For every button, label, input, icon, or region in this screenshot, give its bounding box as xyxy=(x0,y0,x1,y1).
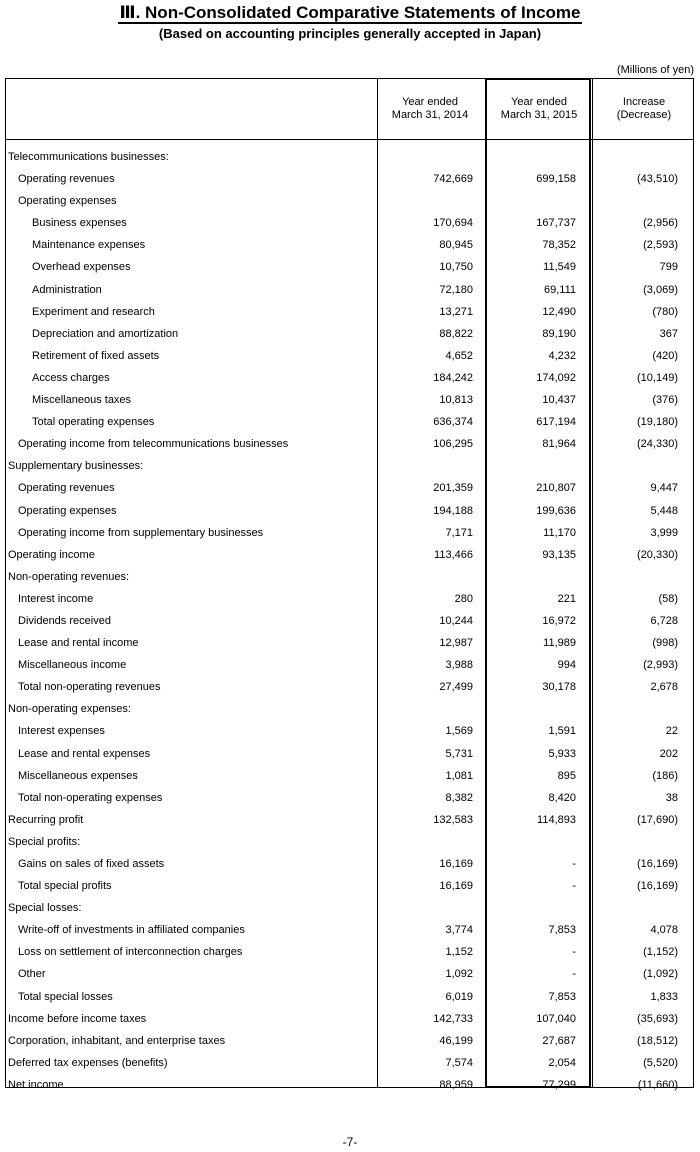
row-label: Total non-operating expenses xyxy=(18,791,163,804)
value-change: (18,512) xyxy=(637,1034,678,1047)
table-row xyxy=(6,146,693,168)
value-fy2014: 16,169 xyxy=(439,858,473,870)
value-fy2015: 2,054 xyxy=(548,1056,576,1069)
value-fy2014: 88,822 xyxy=(439,327,473,340)
row-label: Total special losses xyxy=(18,990,113,1003)
value-fy2015: 699,158 xyxy=(536,173,576,186)
header-fy2014 xyxy=(378,79,482,139)
value-change: (1,152) xyxy=(643,946,678,959)
value-fy2014: 280 xyxy=(454,592,473,605)
row-label: Non-operating revenues: xyxy=(8,570,130,583)
value-fy2014: 4,652 xyxy=(445,349,473,362)
row-label: Deferred tax expenses (benefits) xyxy=(8,1056,168,1069)
row-label: Operating income xyxy=(8,548,95,561)
value-fy2015: 7,853 xyxy=(548,990,576,1003)
value-fy2014: 16,169 xyxy=(439,880,473,893)
header-change-line1: Increase xyxy=(622,96,666,108)
value-fy2014: 142,733 xyxy=(433,1012,473,1025)
value-fy2015: - xyxy=(572,946,576,959)
value-fy2015: 1,591 xyxy=(548,725,576,738)
page-subtitle: (Based on accounting principles generally accepted in Japan) xyxy=(158,26,542,41)
value-change: 4,078 xyxy=(650,924,678,937)
value-change: 3,999 xyxy=(650,526,678,539)
value-fy2014: 13,271 xyxy=(439,305,473,318)
header-fy2014-line1: Year ended xyxy=(402,96,458,108)
table-row xyxy=(6,1030,693,1052)
row-label: Operating expenses xyxy=(18,504,117,517)
row-label: Retirement of fixed assets xyxy=(32,349,160,362)
value-fy2014: 7,171 xyxy=(445,526,473,539)
value-change: 367 xyxy=(659,327,678,340)
page-number: -7- xyxy=(342,1135,358,1149)
value-fy2014: 1,092 xyxy=(445,968,473,981)
row-label: Recurring profit xyxy=(8,813,84,826)
value-change: 6,728 xyxy=(650,614,678,627)
value-fy2015: 11,170 xyxy=(543,526,576,539)
value-change: (420) xyxy=(652,349,678,362)
value-change: (16,169) xyxy=(637,880,678,893)
value-change: (3,069) xyxy=(643,283,678,296)
value-fy2014: 10,244 xyxy=(439,614,473,627)
table-row xyxy=(6,1074,693,1096)
table-row xyxy=(6,301,693,323)
income-statement-table xyxy=(5,78,694,1091)
row-label: Corporation, inhabitant, and enterprise taxes xyxy=(8,1034,226,1047)
value-fy2015: - xyxy=(572,968,576,981)
units-label: (Millions of yen) xyxy=(616,64,694,76)
value-change: (998) xyxy=(652,637,678,650)
value-fy2015: 8,420 xyxy=(548,791,576,804)
row-label: Write-off of investments in affiliated companies xyxy=(18,924,245,937)
table-row xyxy=(6,500,693,522)
row-label: Telecommunications businesses: xyxy=(8,151,169,163)
row-label: Access charges xyxy=(32,371,110,384)
table-row xyxy=(6,544,693,566)
value-fy2014: 8,382 xyxy=(445,791,473,804)
value-fy2014: 10,813 xyxy=(439,394,473,407)
value-fy2014: 194,188 xyxy=(433,504,473,517)
value-fy2015: 7,853 xyxy=(548,924,576,937)
table-header xyxy=(6,79,693,140)
value-fy2015: 994 xyxy=(557,659,576,672)
row-label: Interest income xyxy=(18,592,94,605)
value-change: (43,510) xyxy=(637,173,678,186)
row-label: Net income xyxy=(8,1078,64,1091)
value-fy2014: 132,583 xyxy=(433,813,473,826)
table-row xyxy=(6,853,693,875)
value-change: 38 xyxy=(665,791,678,804)
table-row xyxy=(6,323,693,345)
header-fy2015 xyxy=(486,79,592,139)
value-fy2014: 184,242 xyxy=(433,371,473,384)
row-label: Lease and rental income xyxy=(18,637,139,650)
value-change: (2,956) xyxy=(643,217,678,230)
value-change: (5,520) xyxy=(643,1056,678,1069)
value-change: (2,593) xyxy=(643,239,678,252)
value-fy2015: 221 xyxy=(557,592,576,605)
value-fy2015: 81,964 xyxy=(542,438,576,451)
value-fy2014: 1,152 xyxy=(445,946,473,959)
table-row xyxy=(6,787,693,809)
value-fy2015: 77,299 xyxy=(542,1078,576,1091)
value-fy2014: 113,466 xyxy=(434,548,473,561)
value-fy2014: 10,750 xyxy=(439,261,473,274)
row-label: Business expenses xyxy=(32,217,127,230)
value-fy2015: 114,893 xyxy=(537,813,576,826)
table-row xyxy=(6,588,693,610)
table-row xyxy=(6,477,693,499)
value-fy2015: 107,040 xyxy=(536,1012,576,1025)
row-label: Dividends received xyxy=(18,614,111,627)
value-fy2015: 174,092 xyxy=(536,371,576,384)
row-label: Lease and rental expenses xyxy=(18,747,151,760)
row-label: Depreciation and amortization xyxy=(32,327,179,340)
value-change: (1,092) xyxy=(643,968,678,981)
value-fy2015: 11,989 xyxy=(543,637,576,650)
value-fy2014: 201,359 xyxy=(433,482,473,495)
row-label: Operating revenues xyxy=(18,173,115,186)
row-label: Overhead expenses xyxy=(32,261,131,274)
table-row xyxy=(6,1008,693,1030)
page-title-text: Ⅲ. Non-Consolidated Comparative Statements of Income xyxy=(119,3,581,22)
value-change: 22 xyxy=(665,725,678,738)
row-label: Other xyxy=(18,968,46,981)
value-change: (780) xyxy=(652,305,678,318)
table-row xyxy=(6,676,693,698)
table-row xyxy=(6,168,693,190)
value-change: (376) xyxy=(652,394,678,407)
table-row xyxy=(6,1052,693,1074)
value-fy2014: 5,731 xyxy=(445,747,473,760)
page-title xyxy=(0,3,700,23)
table-row xyxy=(6,389,693,411)
value-fy2014: 27,499 xyxy=(439,681,473,694)
value-fy2014: 3,774 xyxy=(445,924,473,937)
table-row xyxy=(6,632,693,654)
row-label: Loss on settlement of interconnection charges xyxy=(18,946,243,959)
row-label: Maintenance expenses xyxy=(32,239,146,252)
row-label: Total non-operating revenues xyxy=(18,681,161,694)
value-fy2015: 5,933 xyxy=(548,747,576,760)
value-fy2014: 6,019 xyxy=(445,990,473,1003)
value-fy2015: 210,807 xyxy=(536,482,576,495)
value-fy2015: - xyxy=(572,858,576,870)
value-fy2015: 89,190 xyxy=(542,327,576,340)
table-row xyxy=(6,234,693,256)
value-fy2015: 11,549 xyxy=(543,261,576,274)
value-change: (186) xyxy=(652,769,678,782)
table-row xyxy=(6,522,693,544)
table-row xyxy=(6,765,693,787)
table-row xyxy=(6,256,693,278)
header-fy2014-line2: March 31, 2014 xyxy=(391,109,469,121)
value-change: 5,448 xyxy=(650,504,678,517)
table-row xyxy=(6,743,693,765)
value-fy2015: 27,687 xyxy=(542,1034,576,1047)
value-fy2014: 72,180 xyxy=(439,283,473,296)
table-row xyxy=(6,986,693,1008)
value-change: (58) xyxy=(658,592,678,605)
value-fy2015: 12,490 xyxy=(542,305,576,318)
value-fy2014: 742,669 xyxy=(433,173,473,186)
row-label: Interest expenses xyxy=(18,725,105,738)
table-row xyxy=(6,279,693,301)
value-change: 2,678 xyxy=(650,681,678,694)
value-fy2015: - xyxy=(572,880,576,893)
value-change: (24,330) xyxy=(637,438,678,451)
table-row xyxy=(6,411,693,433)
table-row xyxy=(6,345,693,367)
value-change: 1,833 xyxy=(650,990,678,1003)
header-fy2015-line2: March 31, 2015 xyxy=(500,109,578,121)
row-label: Income before income taxes xyxy=(8,1012,147,1025)
value-fy2014: 88,959 xyxy=(439,1078,473,1091)
value-change: 9,447 xyxy=(650,482,678,495)
value-fy2014: 1,569 xyxy=(445,725,473,738)
value-fy2015: 617,194 xyxy=(536,416,576,429)
value-fy2014: 3,988 xyxy=(445,659,473,672)
value-fy2014: 46,199 xyxy=(439,1034,473,1047)
row-label: Operating income from telecommunications businesses xyxy=(18,438,289,451)
table-row xyxy=(6,963,693,985)
value-change: (2,993) xyxy=(643,659,678,672)
value-fy2014: 12,987 xyxy=(439,637,473,650)
row-label: Special profits: xyxy=(8,835,81,848)
value-fy2014: 170,694 xyxy=(433,217,473,230)
value-change: (20,330) xyxy=(637,548,678,561)
value-change: (35,693) xyxy=(637,1012,678,1025)
row-label: Gains on sales of fixed assets xyxy=(18,858,165,870)
table-row xyxy=(6,367,693,389)
value-fy2015: 10,437 xyxy=(542,394,576,407)
row-label: Administration xyxy=(32,283,102,296)
value-fy2015: 16,972 xyxy=(542,614,576,627)
table-row xyxy=(6,875,693,897)
table-row xyxy=(6,698,693,720)
table-row xyxy=(6,941,693,963)
table-row xyxy=(6,897,693,919)
row-label: Non-operating expenses: xyxy=(8,703,131,716)
value-fy2015: 167,737 xyxy=(536,217,576,230)
value-fy2014: 80,945 xyxy=(439,239,473,252)
value-change: (11,660) xyxy=(637,1078,678,1091)
table-row xyxy=(6,566,693,588)
row-label: Special losses: xyxy=(8,902,82,915)
row-label: Experiment and research xyxy=(32,305,155,318)
header-change xyxy=(594,79,694,139)
value-fy2015: 69,111 xyxy=(543,283,576,296)
value-fy2015: 30,178 xyxy=(542,681,576,694)
row-label: Miscellaneous income xyxy=(18,659,127,672)
table-row xyxy=(6,610,693,632)
table-row xyxy=(6,654,693,676)
value-fy2014: 636,374 xyxy=(433,416,473,429)
value-fy2015: 78,352 xyxy=(542,239,576,252)
header-fy2015-line1: Year ended xyxy=(511,96,567,108)
header-change-line2: (Decrease) xyxy=(616,109,672,121)
table-row xyxy=(6,809,693,831)
table-row xyxy=(6,212,693,234)
value-fy2015: 93,135 xyxy=(542,548,576,561)
value-change: 799 xyxy=(659,261,678,274)
value-change: (17,690) xyxy=(637,813,678,826)
value-change: (16,169) xyxy=(637,858,678,870)
row-label: Operating income from supplementary businesses xyxy=(18,526,264,539)
value-change: (19,180) xyxy=(637,416,678,429)
table-row xyxy=(6,831,693,853)
table-body xyxy=(6,140,693,1096)
row-label: Miscellaneous taxes xyxy=(32,394,132,407)
value-fy2015: 4,232 xyxy=(548,349,576,362)
value-fy2014: 7,574 xyxy=(445,1056,473,1069)
value-fy2015: 199,636 xyxy=(536,504,576,517)
row-label: Total special profits xyxy=(18,880,112,893)
row-label: Miscellaneous expenses xyxy=(18,769,138,782)
row-label: Operating expenses xyxy=(18,195,117,208)
row-label: Operating revenues xyxy=(18,482,115,495)
value-fy2015: 895 xyxy=(557,769,576,782)
table-row xyxy=(6,720,693,742)
row-label: Supplementary businesses: xyxy=(8,460,144,473)
row-label: Total operating expenses xyxy=(32,416,155,429)
value-fy2014: 1,081 xyxy=(445,769,473,782)
table-row xyxy=(6,455,693,477)
table-row xyxy=(6,190,693,212)
value-fy2014: 106,295 xyxy=(433,438,473,451)
table-row xyxy=(6,433,693,455)
value-change: (10,149) xyxy=(637,371,678,384)
table-row xyxy=(6,919,693,941)
value-change: 202 xyxy=(659,747,678,760)
